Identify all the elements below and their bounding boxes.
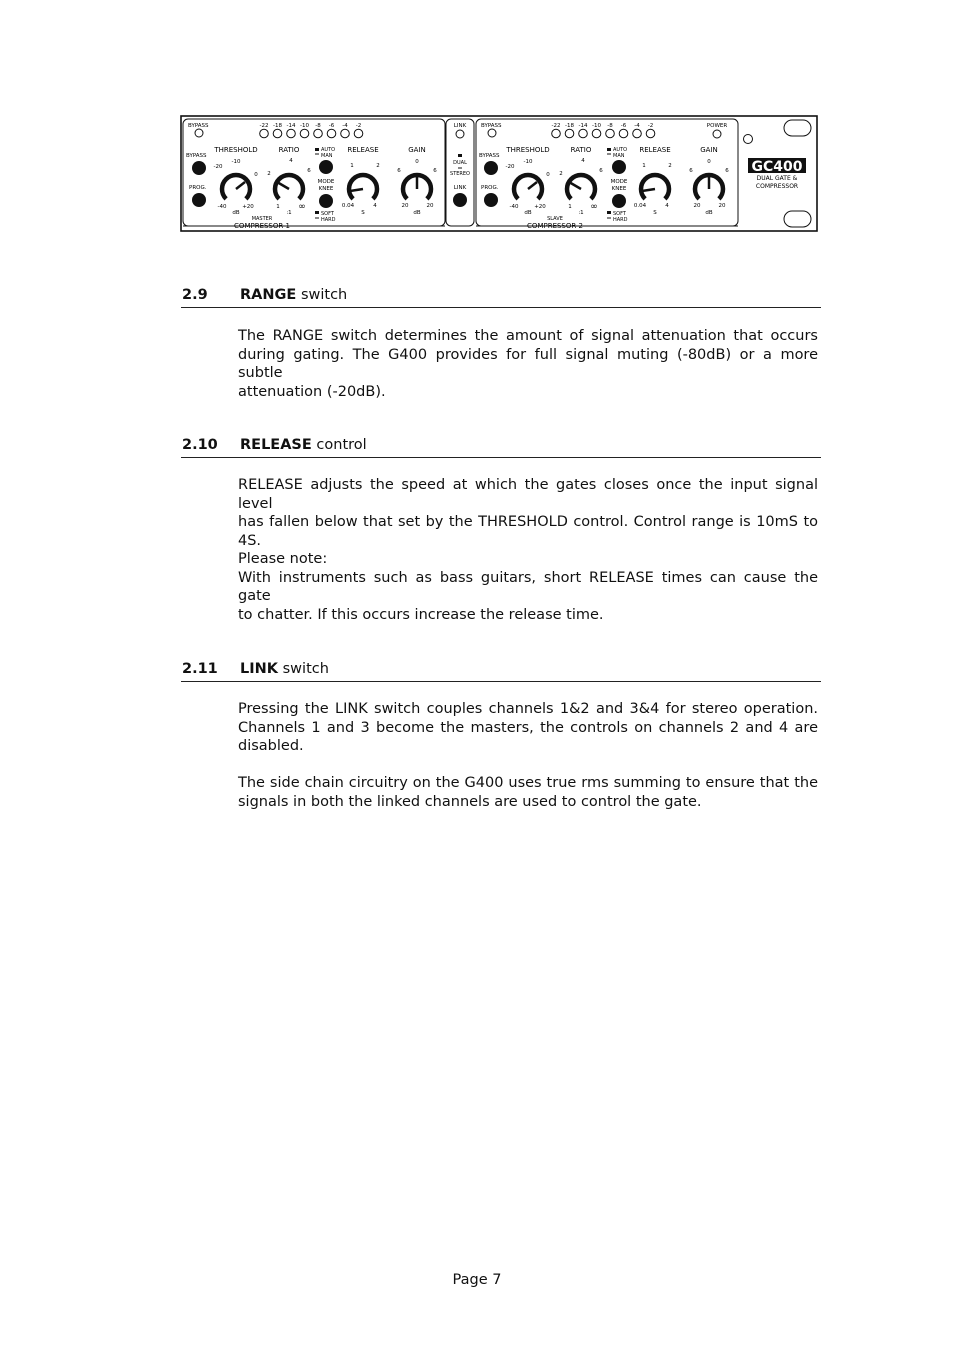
paragraph-line: disabled. [238,738,304,754]
master-label: MASTER [251,216,273,222]
section-title-rest: switch [278,661,329,677]
scale-label: 2 [376,163,380,169]
section-number: 2.10 [182,437,218,453]
soft-label: SOFT [321,211,334,217]
paragraph-line: RELEASE adjusts the speed at which the gates closes once the input signal level [238,477,818,512]
meter-led [606,129,615,138]
bypass-led-label: BYPASS [188,123,209,129]
unit-label: dB [705,210,713,216]
link-button[interactable] [453,193,467,207]
auto-label: AUTO [321,147,336,153]
section-heading [181,661,821,682]
scale-label: 0 [707,159,711,165]
knee-label: KNEE [318,186,334,192]
rack-handle-bottom [784,211,811,227]
paragraph-line: during gating. The G400 provides for full signal muting (-80dB) or a more subtle [238,346,818,381]
knee-button[interactable] [612,194,626,208]
gain-label: GAIN [700,146,718,154]
paragraph [238,700,818,756]
meter-led [552,129,561,138]
scale-label: 1 [568,204,572,210]
scale-label: -10 [231,159,241,165]
section-title [240,437,367,453]
section-number: 2.11 [182,661,218,677]
unit-label: :1 [578,210,584,216]
paragraph [238,550,818,624]
meter-label: -8 [315,123,321,129]
prog-button-label: PROG. [189,185,207,191]
meter-label: -22 [551,123,561,129]
logo: GC400 [751,159,803,175]
meter-led [287,129,296,138]
meter-led [565,129,574,138]
meter-label: -4 [634,123,640,129]
scale-label: 4 [373,203,377,209]
paragraph-line: With instruments such as bass guitars, short RELEASE times can cause the gate [238,569,818,604]
bypass-led [195,129,203,137]
meter-label: -10 [300,123,309,129]
release-label: RELEASE [347,146,379,154]
meter-label: -4 [342,123,348,129]
rack-handle-top [784,120,811,136]
scale-label: ∞ [590,202,598,212]
scale-label: 6 [307,168,311,174]
unit-label: dB [524,210,532,216]
meter-label: -14 [578,123,588,129]
meter-label: -6 [328,123,335,129]
indicator-led [744,135,753,144]
bypass-led [488,129,496,137]
scale-label: 6 [689,168,693,174]
scale-label: -20 [213,164,223,170]
meter-led [354,129,363,138]
section-heading [181,437,821,458]
meter-label: -8 [607,123,613,129]
section-heading [181,287,821,308]
compressor-2-title: COMPRESSOR 2 [527,222,583,230]
link-button-label: LINK [453,185,467,191]
slave-label: SLAVE [547,216,563,222]
link-led [456,130,464,138]
section-title-rest: control [311,437,367,453]
scale-label: 2 [559,171,563,177]
scale-label: +20 [242,204,254,210]
meter-label: -18 [273,123,282,129]
scale-label: 0.04 [633,203,647,209]
meter-led [579,129,588,138]
product-name-line-2: COMPRESSOR [755,183,799,190]
paragraph-line: The side chain circuitry on the G400 uses true rms summing to ensure that the [238,775,818,791]
scale-label: -10 [523,159,533,165]
meter-led [260,129,269,138]
stereo-label: STEREO [450,171,470,177]
dual-label: DUAL [453,160,467,166]
unit-label: dB [413,210,421,216]
section-title-keyword: RANGE [240,287,297,303]
meter-led [619,129,628,138]
paragraph-line: The RANGE switch determines the amount of signal attenuation that occurs [238,328,818,344]
paragraph [238,476,818,550]
product-name-line-1: DUAL GATE & [756,175,798,182]
scale-label: 20 [426,203,434,209]
meter-label: -2 [355,123,362,129]
scale-label: 6 [433,168,437,174]
paragraph-line: attenuation (-20dB). [238,383,386,400]
scale-label: 6 [599,168,603,174]
meter-led [273,129,282,138]
led-indicator-icon [607,148,611,151]
hard-label: HARD [613,217,628,223]
scale-label: 4 [581,158,585,164]
meter-led [341,129,350,138]
ratio-label: RATIO [570,146,592,154]
scale-label: 20 [693,203,701,209]
scale-label: 1 [642,163,646,169]
prog-button[interactable] [484,193,498,207]
scale-label: -40 [509,204,519,210]
scale-label: 0.04 [341,203,355,209]
paragraph-line: signals in both the linked channels are used to control the gate. [238,793,702,810]
meter-led [633,129,642,138]
meter-label: -22 [259,123,269,129]
meter-label: -14 [286,123,296,129]
scale-label: 6 [725,168,729,174]
meter-label: -18 [565,123,574,129]
scale-label: 0 [546,172,550,178]
knee-button[interactable] [319,194,333,208]
ratio-label: RATIO [278,146,300,154]
scale-label: ∞ [298,202,306,212]
release-label: RELEASE [639,146,671,154]
paragraph-line: Pressing the LINK switch couples channels 1&2 and 3&4 for stereo operation. [238,701,818,717]
scale-label: +20 [534,204,546,210]
section-number: 2.9 [182,287,208,303]
scale-label: -20 [505,164,515,170]
section-title-rest: switch [296,287,348,303]
scale-label: 4 [665,203,669,209]
bypass-led-label: BYPASS [481,123,502,129]
section-title-keyword: RELEASE [240,437,312,453]
scale-label: 4 [289,158,293,164]
meter-led [300,129,309,138]
bypass-button-label: BYPASS [186,153,207,159]
meter-led [314,129,323,138]
meter-label: -2 [647,123,654,129]
mode-button[interactable] [612,160,626,174]
meter-led [327,129,336,138]
scale-label: 2 [267,171,271,177]
paragraph-line: to chatter. If this occurs increase the release time. [238,606,604,623]
man-label: MAN [321,153,333,159]
mode-label: MODE [610,179,628,185]
scale-label: 1 [350,163,354,169]
scale-label: 0 [415,159,419,165]
power-led [713,130,721,138]
mode-button[interactable] [319,160,333,174]
section-title-keyword: LINK [240,661,279,677]
hard-label: HARD [321,217,336,223]
meter-led [646,129,655,138]
unit-label: :1 [286,210,292,216]
section-title [240,661,329,677]
bypass-button[interactable] [192,161,206,175]
soft-label: SOFT [613,211,626,217]
front-panel-diagram [180,114,818,233]
power-label: POWER [706,123,728,129]
scale-label: -40 [217,204,227,210]
paragraph [238,774,818,811]
prog-button-label: PROG. [481,185,499,191]
meter-label: -6 [620,123,627,129]
led-indicator-icon [607,211,611,214]
led-indicator-icon [315,148,319,151]
paragraph-line: has fallen below that set by the THRESHOLD control. Control range is 10mS to [238,514,818,530]
unit-label: S [361,210,365,216]
man-label: MAN [613,153,625,159]
page-number: Page 7 [452,1272,502,1288]
knee-label: KNEE [611,186,627,192]
scale-label: 1 [276,204,280,210]
scale-label: 20 [718,203,726,209]
prog-button[interactable] [192,193,206,207]
section-title [240,287,347,303]
scale-label: 20 [401,203,409,209]
scale-label: 2 [668,163,672,169]
scale-label: 6 [397,168,401,174]
led-indicator-icon [315,211,319,214]
paragraph [238,327,818,401]
auto-label: AUTO [613,147,628,153]
link-led-label: LINK [453,123,467,129]
compressor-1-title: COMPRESSOR 1 [234,222,290,230]
bypass-button[interactable] [484,161,498,175]
unit-label: S [653,210,657,216]
meter-label: -10 [592,123,601,129]
meter-led [592,129,601,138]
bypass-button-label: BYPASS [479,153,500,159]
led-indicator-icon [458,154,462,157]
paragraph-line: Please note: [238,551,328,567]
paragraph-line: 4S. [238,532,262,549]
mode-label: MODE [317,179,335,185]
gain-label: GAIN [408,146,426,154]
threshold-label: THRESHOLD [214,146,258,154]
scale-label: 0 [254,172,258,178]
paragraph-line: Channels 1 and 3 become the masters, the controls on channels 2 and 4 are [238,719,818,736]
unit-label: dB [232,210,240,216]
threshold-label: THRESHOLD [506,146,550,154]
